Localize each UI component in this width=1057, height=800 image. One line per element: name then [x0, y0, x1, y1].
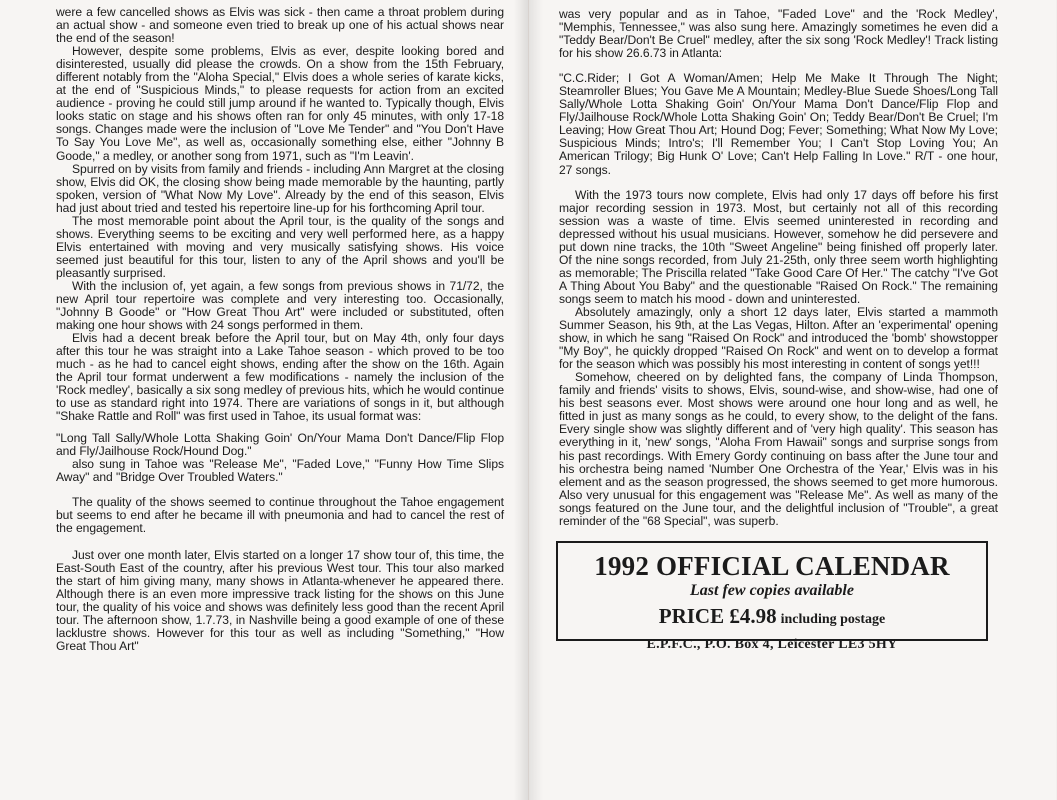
- paragraph-april-tour: The most memorable point about the April tour, is the quality of the songs and shows. Everything seems to be exciting and very well performed here, as a happy Elvis entertained with moving and very musically satisfying shows. His voice seemed just beautiful for this tour, listen to any of the April shows and you'll be pleasantly surprised.: [56, 213, 504, 280]
- paragraph-february-show: However, despite some problems, Elvis as ever, despite looking bored and disinterested, usually did please the crowds. On a show from the 15th February, different notably from the "Aloha Special," Elvis does a whole series of karate kicks, at the end of "Suspicious Minds," to please requests for action from an excited audience - proving he could still jump around if he wanted to. Typically though, Elvis looks static on stage and his shows often ran for only 45 minutes, with only 17-18 songs. Changes made were the inclusion of "Love Me Tender" and "You Don't Have To Say You Love Me", as well as, occasionally something else, either "Johnny B Goode," a medley, or another song from 1971, such as "I'm Leavin'.: [56, 44, 504, 163]
- paragraph-closing-show: Spurred on by visits from family and friends - including Ann Margret at the closing show, Elvis did OK, the closing show being made memorable by the haunting, partly spoken, version of "What Now My Love". Already by the end of this season, Elvis had just about tried and tested his repertoire line-up for his forthcoming April tour.: [56, 161, 504, 215]
- advert-postage: including postage: [780, 611, 886, 627]
- paragraph-cancelled-shows: were a few cancelled shows as Elvis was sick - then came a throat problem during an actual show - and someone even tried to break up one of his actual shows near the end of the season!: [56, 5, 504, 46]
- gutter-shadow: [514, 0, 528, 800]
- paragraph-quality: The quality of the shows seemed to continue throughout the Tahoe engagement but seems to end after he became ill with pneumonia and had to cancel the rest of the engagement.: [56, 494, 504, 535]
- left-page: [0, 0, 528, 800]
- advert-price: PRICE £4.98: [658, 603, 777, 628]
- advert-subtitle: Last few copies available: [690, 581, 854, 599]
- paragraph-tahoe-songs: also sung in Tahoe was "Release Me", "Faded Love," "Funny How Time Slips Away" and "Bridge Over Troubled Waters.": [56, 456, 504, 484]
- track-listing: "C.C.Rider; I Got A Woman/Amen; Help Me Make It Through The Night; Steamroller Blues; You Gave Me A Mountain; Medley-Blue Suede Shoes/Long Tall Sally/Whole Lotta Shaking Goin' On/Your Mama Don't Dance/Flip Flop and Fly/Jailhouse Rock/Whole Lotta Shaking Goin' On; Teddy Bear/Don't Be Cruel; I'm Leaving; How Great Thou Art; Hound Dog; Fever; Something; What Now My Love; Suspicious Minds; Intro's; I'll Remember You; I Can't Stop Loving You; An American Trilogy; Big Hunk O' Love; Can't Help Falling In Love." R/T - one hour, 27 songs.: [559, 71, 998, 177]
- gutter-shadow: [529, 0, 543, 800]
- paragraph-recording-session: With the 1973 tours now complete, Elvis had only 17 days off before his first major recording session in 1973. Most, but certainly not all of this recording session was a waste of time. Elvis seemed uninterested in recording and depressed without his usual musicians. However, somehow he did persevere and put down nine tracks, the 10th "Sweet Angeline" being finished off properly later. Of the nine songs recorded, from July 21-25th, only three seem worth highlighting as memorable; The Priscilla related "Take Good Care Of Her." The catchy "I've Got A Thing About You Baby" and the questionable "Raised On Rock." The remaining songs seem to match his mood - down and uninterested.: [559, 187, 998, 306]
- right-page: [528, 0, 1056, 800]
- paragraph-april-repertoire: With the inclusion of, yet again, a few songs from previous shows in 71/72, the new April tour repertoire was complete and very interesting too. Occasionally, "Johnny B Goode" or "How Great Thou Art" were included or substituted, often making one hour shows with 24 songs performed in them.: [56, 278, 504, 333]
- calendar-advert: [556, 541, 988, 652]
- advert-title: 1992 OFFICIAL CALENDAR: [594, 550, 950, 581]
- paragraph-lake-tahoe: Elvis had a decent break before the April tour, but on May 4th, only four days after this tour he was straight into a Lake Tahoe season - which proved to be too much - as he had to cancel eight shows, ending after the show on the 16th. Again the April tour format underwent a few modifications - namely the inclusion of the 'Rock medley', basically a six song medley of previous hits, which he would continue to use as standard right into 1974. There are variations of songs in it, but although "Shake Rattle and Roll" was first used in Tahoe, its usual format was:: [56, 331, 504, 424]
- paragraph-june-tour: Just over one month later, Elvis started on a longer 17 show tour of, this time, the East-South East of the country, after his previous West tour. This tour also marked the start of him giving many, many shows in Atlanta-whenever he appeared there. Although there is an even more impressive track listing for the shows on this June tour, the quality of his voice and shows was definitely less good than the recent April tour. The afternoon show, 1.7.73, in Nashville being a good example of one of these lacklustre shows. However for this tour as well as including "Something," "How Great Thou Art": [56, 547, 504, 654]
- rock-medley-quote: "Long Tall Sally/Whole Lotta Shaking Goin' On/Your Mama Don't Dance/Flip Flop and Fly/Jailhouse Rock/Hound Dog.": [56, 430, 504, 458]
- paragraph-las-vegas: Absolutely amazingly, only a short 12 days later, Elvis started a mammoth Summer Season, his 9th, at the Las Vegas, Hilton. After an 'experimental' opening show, in which he sang "Raised On Rock" and introduced the 'bomb' showstopper "My Boy", he quickly dropped "Raised On Rock" and went on to develop a format for the season which was possibly his most interesting in content of songs yet!!!: [559, 304, 998, 372]
- advert-address: E.P.F.C., P.O. Box 4, Leicester LE3 5HY: [646, 636, 898, 652]
- paragraph-best-season: Somehow, cheered on by delighted fans, the company of Linda Thompson, family and friends' visits to shows, Elvis, sound-wise, and show-wise, had one of his best seasons ever. Most shows were around one hour long and as well, he fitted in just as many songs as he could, to every show, to the delight of the fans. Every single show was slightly different and of 'very high quality'. This season has everything in it, 'new' songs, "Aloha From Hawaii" songs and surprise songs from his past recordings. With Emery Gordy continuing on bass after the June tour and his orchestra being named 'Number One Orchestra of the Year,' Elvis was in his element and as the season progressed, the shows seemed to get more humorous. Also very unusual for this engagement was "Release Me". As well as many of the songs featured on the June tour, and the delightful inclusion of "Trouble", a great reminder of the "68 Special", was superb.: [559, 370, 998, 528]
- advert-price-row: [558, 603, 986, 633]
- paragraph-atlanta: was very popular and as in Tahoe, "Faded Love" and the 'Rock Medley', "Memphis, Tennessee," was also sung here. Amazingly sometimes he even did a "Teddy Bear/Don't Be Cruel" medley, after the six song 'Rock Medley'! Track listing for his show 26.6.73 in Atlanta:: [559, 7, 998, 61]
